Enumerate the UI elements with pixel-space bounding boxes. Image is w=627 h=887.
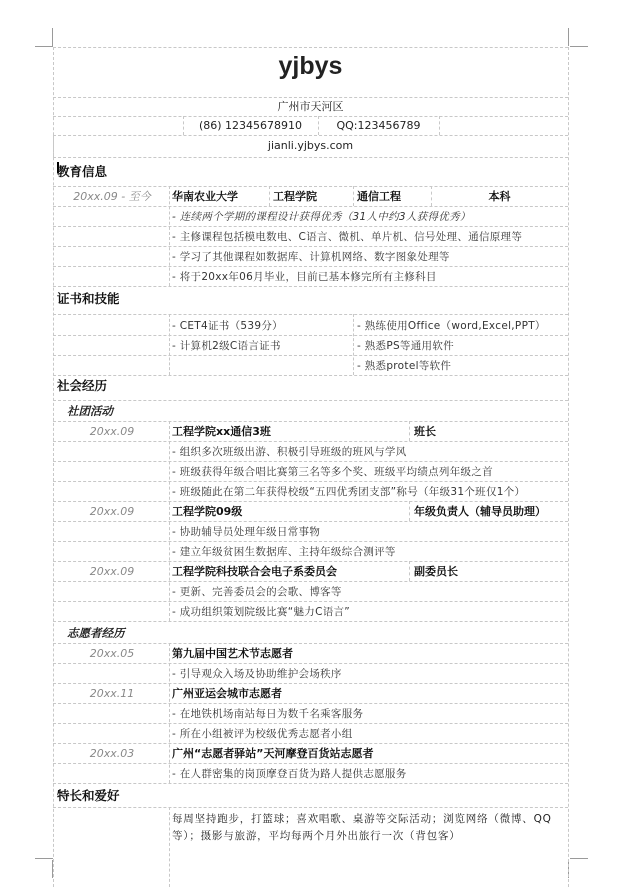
job-date: 20xx.09	[89, 505, 135, 518]
job-bullet: - 协助辅导员处理年级日常事物	[172, 526, 321, 538]
job-bullet: - 班级获得年级合唱比赛第三名等多个奖、班级平均绩点列年级之首	[172, 466, 493, 478]
crop-mark	[570, 46, 588, 47]
crop-mark	[35, 46, 53, 47]
qq: QQ:123456789	[336, 119, 421, 132]
skill-item: - 计算机2级C语言证书	[172, 340, 281, 352]
job-bullet: - 建立年级贫困生数据库、主持年级综合测评等	[172, 546, 396, 558]
volunteer-title: 广州亚运会城市志愿者	[172, 687, 282, 700]
skill-item: - 熟练使用Office（word,Excel,PPT）	[357, 320, 546, 332]
job-bullet: - 组织多次班级出游、积极引导班级的班风与学风	[172, 446, 407, 458]
job-bullet: - 成功组织策划院级比赛“魅力C语言”	[172, 606, 351, 618]
job-org: 工程学院科技联合会电子系委员会	[172, 565, 337, 578]
volunteer-bullet: - 所在小组被评为校级优秀志愿者小组	[172, 728, 353, 740]
resume-table	[53, 47, 568, 887]
address: 广州市天河区	[277, 100, 344, 113]
hobbies-text: 每周坚持跑步，打篮球；喜欢唱歌、桌游等交际活动；浏览网络（微博、QQ等）；摄影与旅游，平均每两个月外出旅行一次（背包客）	[172, 813, 552, 842]
education-heading: 教育信息	[57, 164, 108, 179]
job-date: 20xx.09	[89, 425, 135, 438]
school: 华南农业大学	[172, 190, 238, 203]
college: 工程学院	[273, 190, 317, 203]
job-role: 副委员长	[414, 565, 458, 578]
skills-heading: 证书和技能	[57, 291, 120, 306]
crop-mark	[570, 858, 588, 859]
volunteer-heading: 志愿者经历	[67, 626, 125, 640]
skill-item: - 熟悉PS等通用软件	[357, 340, 454, 352]
education-bullet: - 连续两个学期的课程设计获得优秀（31人中约3人获得优秀）	[172, 211, 471, 223]
volunteer-bullet: - 在人群密集的岗顶摩登百货为路人提供志愿服务	[172, 768, 407, 780]
education-bullet: - 将于20xx年06月毕业，目前已基本修完所有主修科目	[172, 271, 437, 283]
job-role: 年级负责人（辅导员助理）	[414, 505, 546, 518]
email: jianli.yjbys.com	[267, 139, 354, 152]
job-org: 工程学院09级	[172, 505, 243, 518]
volunteer-date: 20xx.05	[89, 647, 135, 660]
volunteer-title: 广州“志愿者驿站”天河摩登百货站志愿者	[172, 747, 374, 760]
crop-mark	[35, 858, 53, 859]
job-date: 20xx.09	[89, 565, 135, 578]
volunteer-bullet: - 在地铁机场南站每日为数千名乘客服务	[172, 708, 364, 720]
social-heading: 社会经历	[57, 378, 108, 393]
phone: (86) 12345678910	[198, 119, 303, 132]
hobbies-heading: 特长和爱好	[57, 788, 120, 803]
crop-mark	[52, 28, 53, 46]
crop-mark	[568, 28, 569, 46]
job-bullet: - 更新、完善委员会的会歌、博客等	[172, 586, 342, 598]
volunteer-date: 20xx.03	[89, 747, 135, 760]
volunteer-date: 20xx.11	[89, 687, 135, 700]
skill-item: - 熟悉protel等软件	[357, 360, 452, 372]
job-role: 班长	[414, 425, 436, 438]
education-date: 20xx.09 - 至今	[73, 190, 151, 203]
skill-item: - CET4证书（539分）	[172, 320, 283, 332]
education-bullet: - 主修课程包括模电数电、C语言、微机、单片机、信号处理、通信原理等	[172, 231, 523, 243]
volunteer-title: 第九届中国艺术节志愿者	[172, 647, 293, 660]
major: 通信工程	[357, 190, 401, 203]
education-bullet: - 学习了其他课程如数据库、计算机网络、数字图象处理等	[172, 251, 450, 263]
degree: 本科	[488, 190, 511, 203]
job-org: 工程学院xx通信3班	[172, 425, 271, 438]
club-heading: 社团活动	[67, 404, 113, 418]
volunteer-bullet: - 引导观众入场及协助维护会场秩序	[172, 668, 342, 680]
resume-name: yjbys	[278, 52, 343, 80]
job-bullet: - 班级随此在第二年获得校级“五四优秀团支部”称号（年级31个班仅1个）	[172, 486, 526, 498]
